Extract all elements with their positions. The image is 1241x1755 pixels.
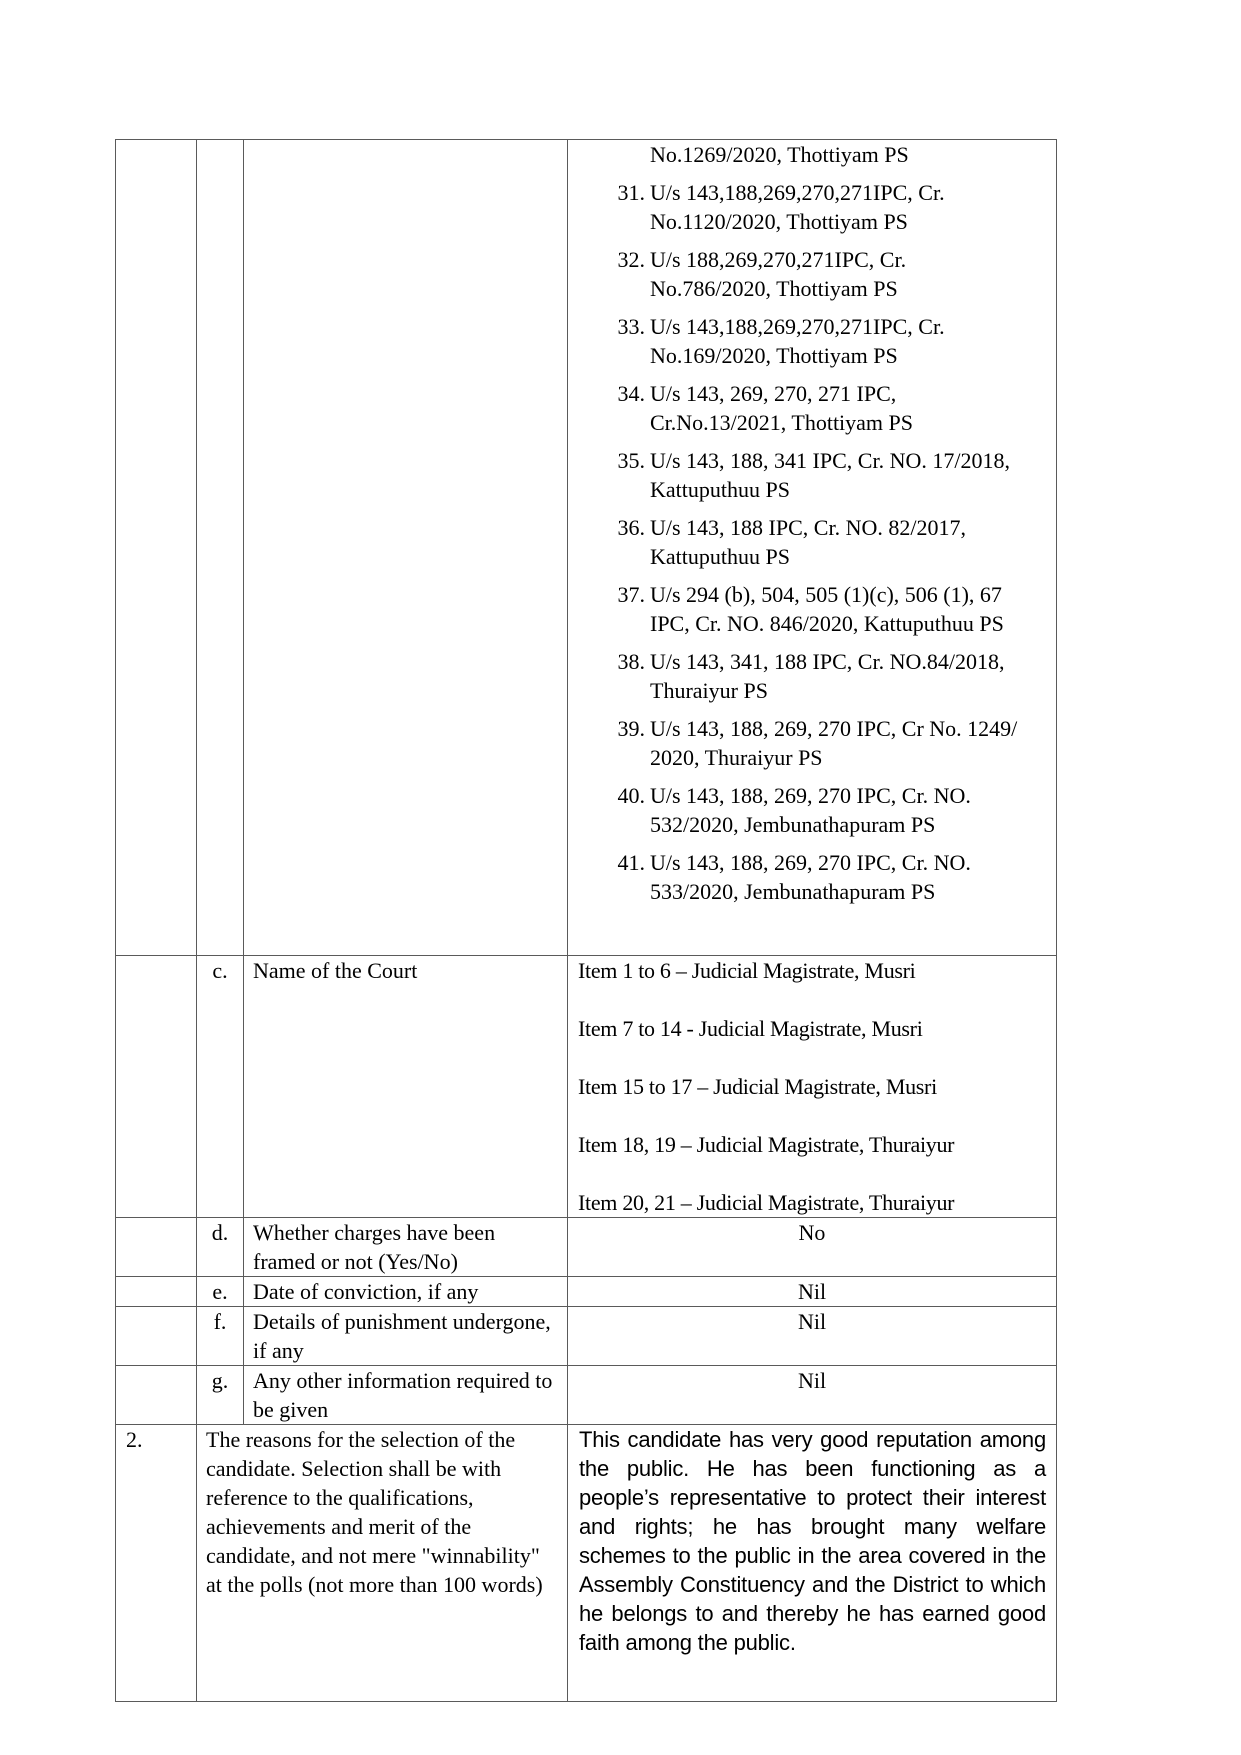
case-text: U/s 143, 188, 269, 270 IPC, Cr. NO. 533/2020, Jembunathapuram PS	[650, 850, 971, 904]
case-text: U/s 143, 188, 269, 270 IPC, Cr. NO. 532/2020, Jembunathapuram PS	[650, 783, 971, 837]
serial-cell	[116, 140, 197, 956]
court-item: Item 20, 21 – Judicial Magistrate, Thuraiyur	[578, 1190, 955, 1215]
table-row-court-name	[116, 956, 1057, 1218]
table-row-other-info	[116, 1366, 1057, 1425]
case-text: U/s 143,188,269,270,271IPC, Cr. No.1120/2020, Thottiyam PS	[650, 180, 945, 234]
case-number: 34.	[617, 381, 645, 406]
list-item	[568, 647, 1056, 705]
case-number: 41.	[617, 850, 645, 875]
case-list-cell	[568, 140, 1057, 956]
row-label: Whether charges have been framed or not (Yes/No)	[244, 1218, 568, 1277]
row-value: Nil	[568, 1277, 1057, 1307]
row-value: Nil	[568, 1366, 1057, 1425]
case-text: U/s 143,188,269,270,271IPC, Cr. No.169/2020, Thottiyam PS	[650, 314, 945, 368]
row-letter: g.	[197, 1366, 244, 1425]
serial-cell	[116, 1307, 197, 1366]
case-text: No.1269/2020, Thottiyam PS	[650, 142, 909, 167]
case-list	[568, 140, 1056, 921]
row-letter: e.	[197, 1277, 244, 1307]
list-item	[568, 312, 1056, 370]
row-value: Nil	[568, 1307, 1057, 1366]
serial-cell	[116, 956, 197, 1218]
list-item	[568, 140, 1056, 169]
court-item: Item 7 to 14 - Judicial Magistrate, Musri	[578, 1016, 923, 1041]
section-value: This candidate has very good reputation among the public. He has been functioning as a people’s representative to protect their interest and rights; he has brought many welfare schemes to the public in the area covered in the Assembly Constituency and the District to which he belongs to and thereby he has earned good faith among the public.	[568, 1425, 1057, 1702]
list-item	[568, 513, 1056, 571]
court-item: Item 1 to 6 – Judicial Magistrate, Musri	[578, 958, 916, 983]
list-item	[568, 245, 1056, 303]
serial-cell	[116, 1218, 197, 1277]
label-cell	[244, 140, 568, 956]
court-item: Item 15 to 17 – Judicial Magistrate, Musri	[578, 1074, 937, 1099]
case-number: 32.	[617, 247, 645, 272]
case-text: U/s 143, 188 IPC, Cr. NO. 82/2017, Kattuputhuu PS	[650, 515, 966, 569]
list-item	[568, 178, 1056, 236]
case-text: U/s 294 (b), 504, 505 (1)(c), 506 (1), 67 IPC, Cr. NO. 846/2020, Kattuputhuu PS	[650, 582, 1004, 636]
list-item	[568, 379, 1056, 437]
row-label: Details of punishment undergone, if any	[244, 1307, 568, 1366]
case-number: 33.	[617, 314, 645, 339]
row-letter: c.	[197, 956, 244, 1218]
section-number: 2.	[116, 1425, 197, 1702]
case-number: 38.	[617, 649, 645, 674]
row-letter: d.	[197, 1218, 244, 1277]
case-number: 37.	[617, 582, 645, 607]
case-number: 39.	[617, 716, 645, 741]
case-number: 35.	[617, 448, 645, 473]
serial-cell	[116, 1277, 197, 1307]
case-number: 31.	[617, 180, 645, 205]
case-text: U/s 143, 188, 341 IPC, Cr. NO. 17/2018, Kattuputhuu PS	[650, 448, 1010, 502]
court-values-cell	[568, 956, 1057, 1218]
court-item: Item 18, 19 – Judicial Magistrate, Thuraiyur	[578, 1132, 955, 1157]
case-text: U/s 188,269,270,271IPC, Cr. No.786/2020, Thottiyam PS	[650, 247, 907, 301]
table-row-conviction-date	[116, 1277, 1057, 1307]
list-item	[568, 446, 1056, 504]
case-text: U/s 143, 269, 270, 271 IPC, Cr.No.13/2021, Thottiyam PS	[650, 381, 914, 435]
case-number: 36.	[617, 515, 645, 540]
row-label: Date of conviction, if any	[244, 1277, 568, 1307]
letter-cell	[197, 140, 244, 956]
table-row-case-list	[116, 140, 1057, 956]
list-item	[568, 781, 1056, 839]
list-item	[568, 848, 1056, 906]
table-row-charges-framed	[116, 1218, 1057, 1277]
serial-cell	[116, 1366, 197, 1425]
case-number: 40.	[617, 783, 645, 808]
case-text: U/s 143, 341, 188 IPC, Cr. NO.84/2018, Thuraiyur PS	[650, 649, 1005, 703]
case-text: U/s 143, 188, 269, 270 IPC, Cr No. 1249/ 2020, Thuraiyur PS	[650, 716, 1018, 770]
row-value: No	[568, 1218, 1057, 1277]
row-label: Any other information required to be given	[244, 1366, 568, 1425]
candidate-details-table	[115, 139, 1057, 1702]
row-label: Name of the Court	[244, 956, 568, 1218]
list-item	[568, 714, 1056, 772]
table-row-selection-reasons	[116, 1425, 1057, 1702]
row-letter: f.	[197, 1307, 244, 1366]
section-label: The reasons for the selection of the candidate. Selection shall be with reference to the qualifications, achievements and merit of the candidate, and not mere "winnability" at the polls (not more than 100 words)	[197, 1425, 568, 1702]
table-row-punishment	[116, 1307, 1057, 1366]
list-item	[568, 580, 1056, 638]
